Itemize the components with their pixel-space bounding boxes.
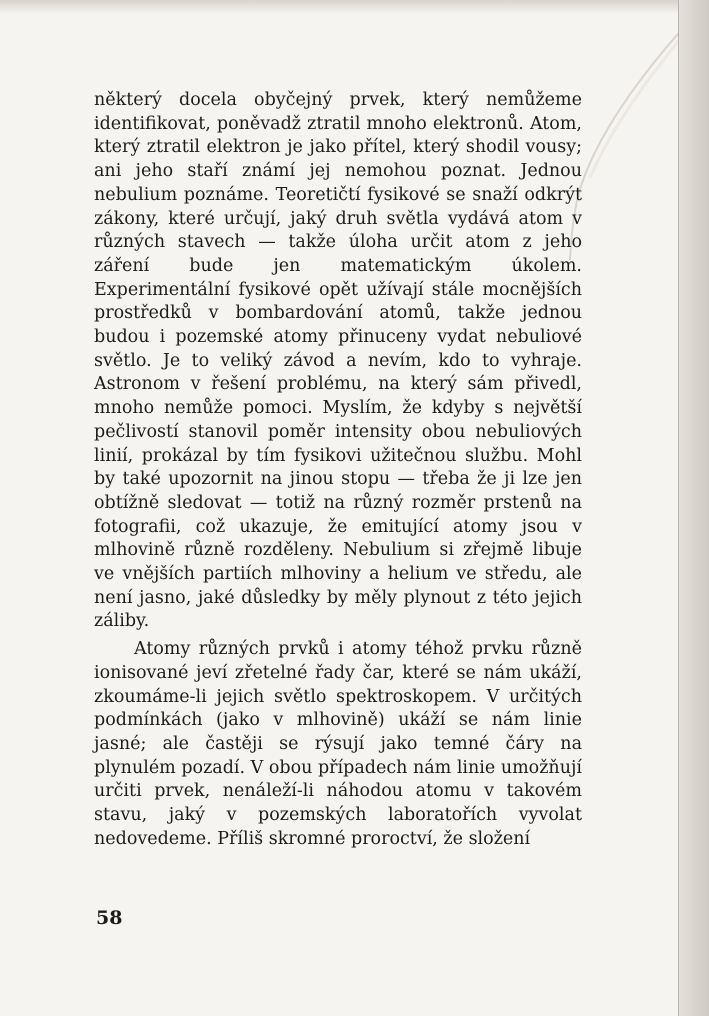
body-text [94,89,582,852]
paragraph: Atomy různých prvků i atomy téhož prvku různě ionisované jeví zřetelné řady čar, které se nám ukáží, zkoumáme-li jejich světlo spektroskopem. V určitých podmínkách (jako v mlhovině) ukáží se nám linie jasné; ale častěji se rýsují jako temné čáry na plynulém pozadí. V obou případech nám linie umožňují určiti prvek, nenáleží-li náhodou atomu v takovém stavu, jaký v pozemských laboratořích vyvolat nedovedeme. Příliš skromné proroctví, že složení [94,639,582,849]
page-number: 58 [96,907,123,929]
paragraph: některý docela obyčejný prvek, který nemůžeme identifikovat, poněvadž ztratil mnoho elektronů. Atom, který ztratil elektron je jako přítel, který shodil vousy; ani jeho staří známí jej nemohou poznat. Jednou nebulium poznáme. Teoretičtí fysikové se snaží odkrýt zákony, které určují, jaký druh světla vydává atom v různých stavech — takže úloha určit atom z jeho záření bude jen matematickým úkolem. Experimentální fysikové opět užívají stále mocnějších prostředků v bombardování atomů, takže jednou budou i pozemské atomy přinuceny vydat nebuliové světlo. Je to veliký závod a nevím, kdo to vyhraje. Astronom v řešení problému, na který sám přivedl, mnoho nemůže pomoci. Myslím, že kdyby s největší pečlivostí stanovil poměr intensity obou nebuliových linií, prokázal by tím fysikovi užitečnou službu. Mohl by také upozornit na jinou stopu — třeba že ji lze jen obtížně sledovat — totiž na různý rozměr prstenů na fotografii, což ukazuje, že emitující atomy jsou v mlhovině různě rozděleny. Nebulium si zřejmě libuje ve vnějších partiích mlhoviny a helium ve středu, ale není jasno, jaké důsledky by měly plynout z této jejich záliby. [94,90,582,632]
page-binding-edge [678,0,709,1016]
